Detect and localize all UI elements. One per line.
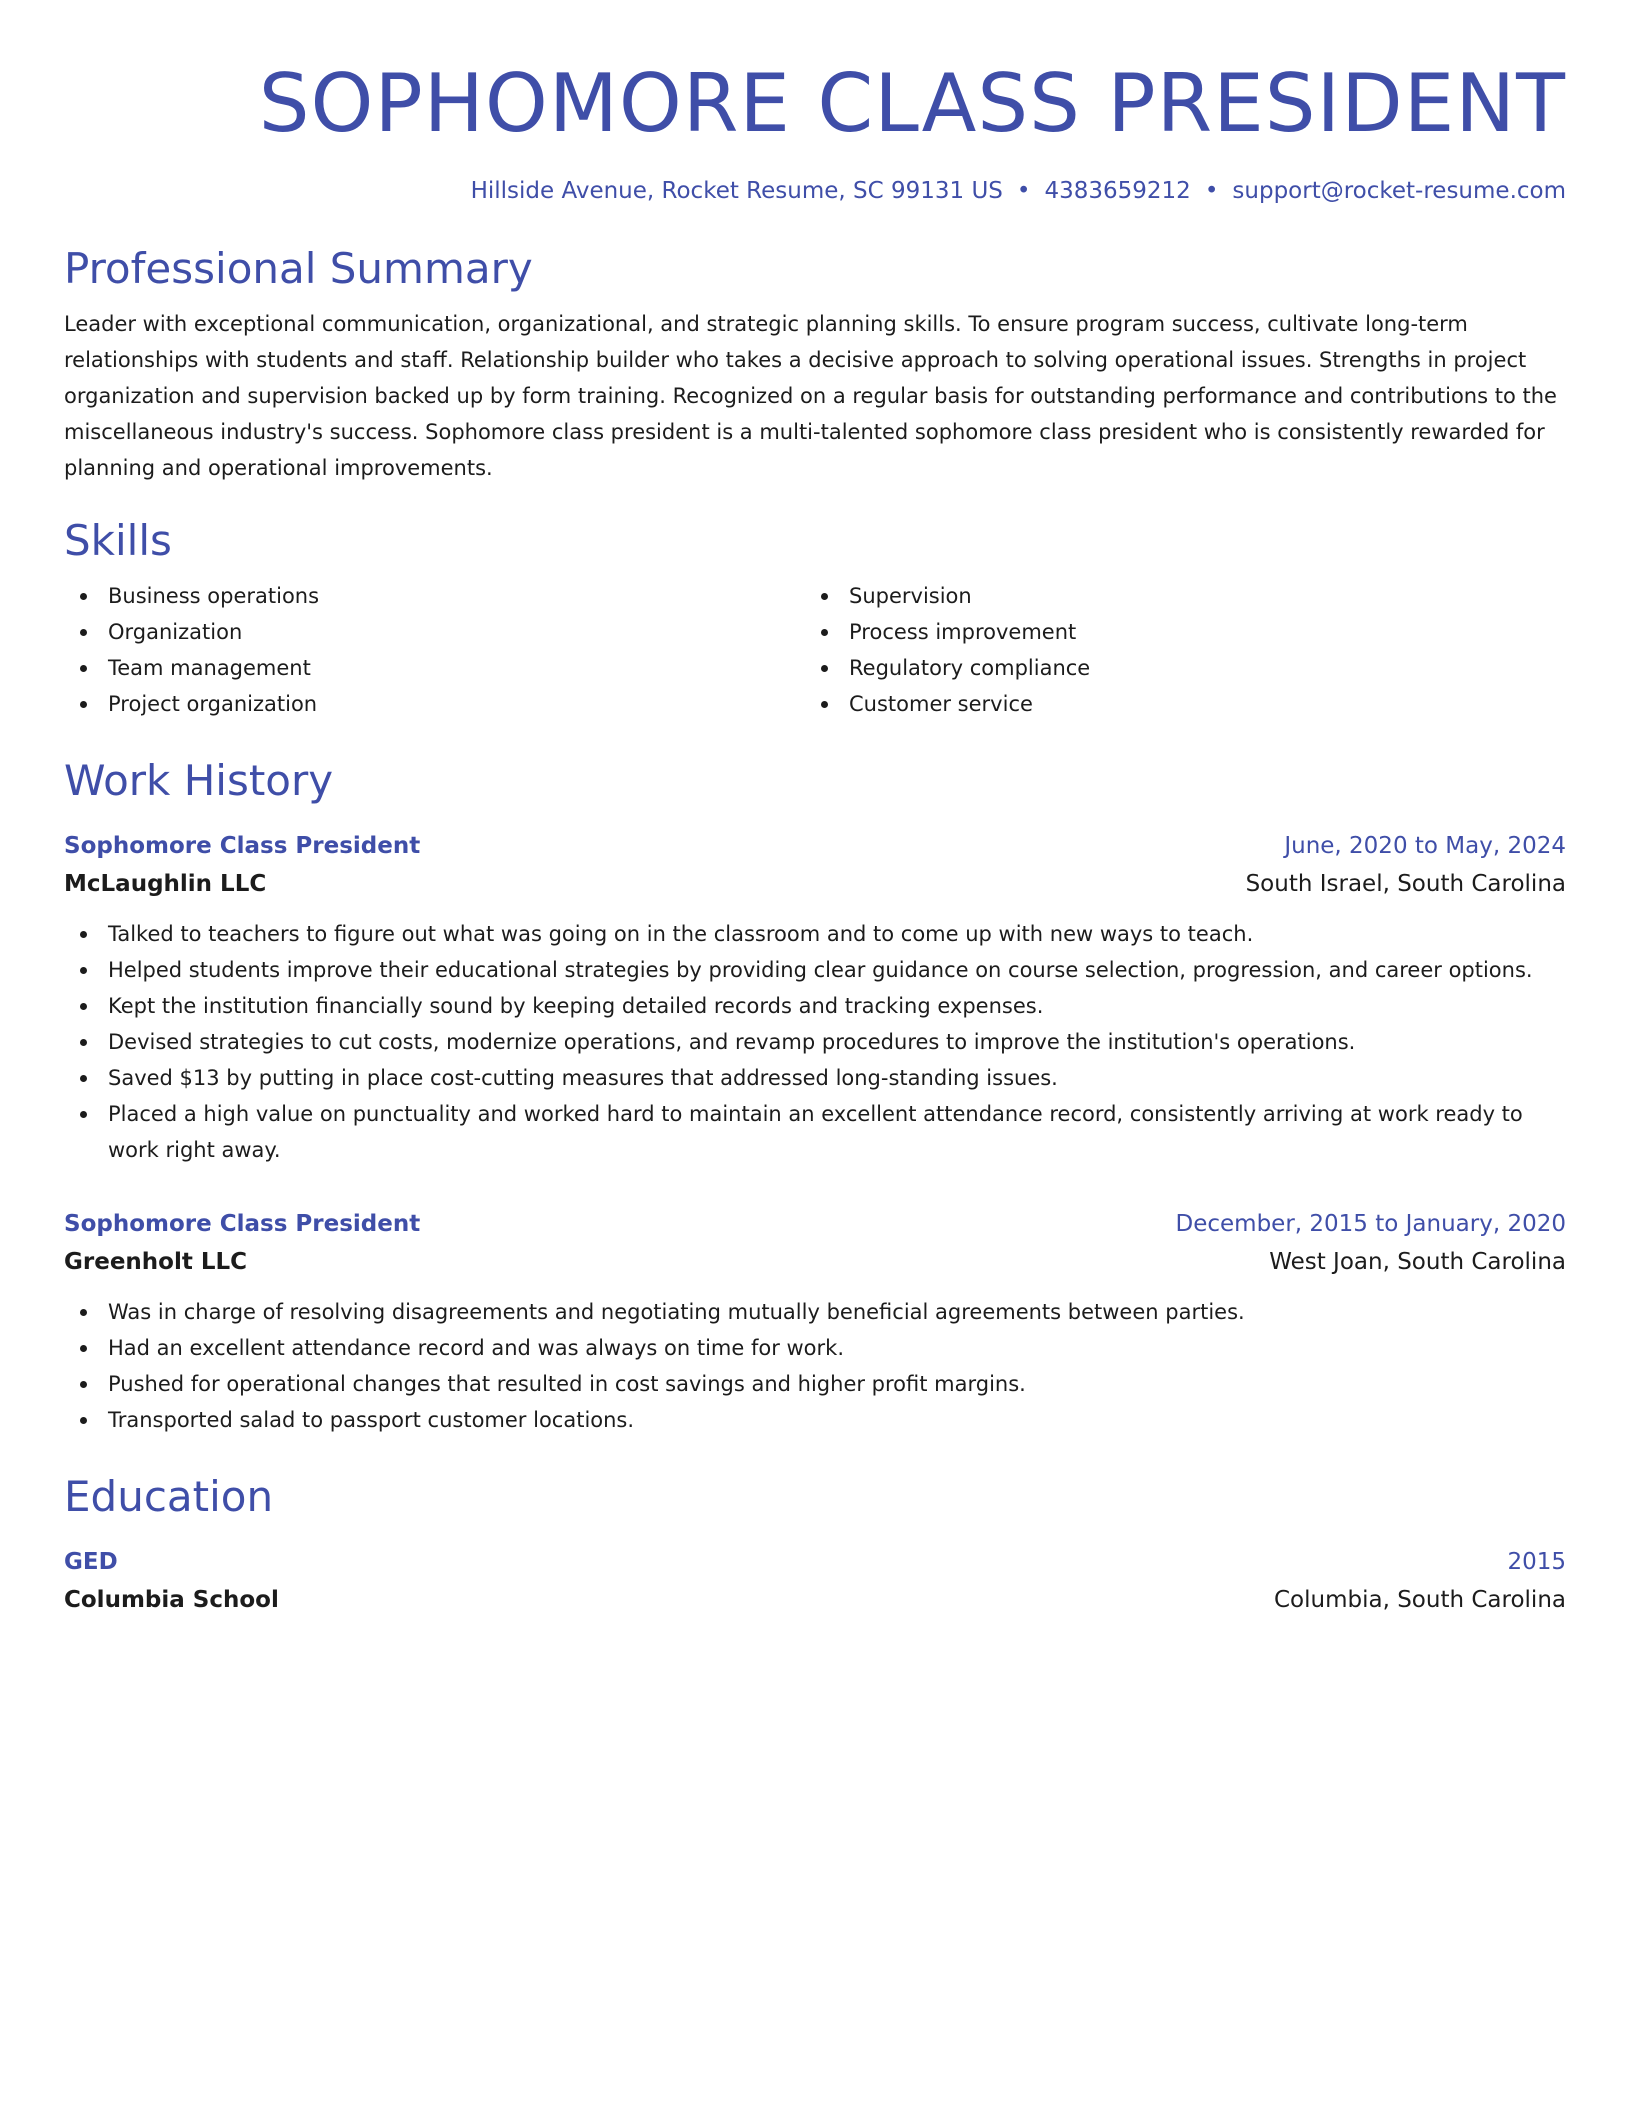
skills-column-left	[64, 578, 805, 722]
job-dates: June, 2020 to May, 2024	[1284, 833, 1566, 859]
job-bullet: Had an excellent attendance record and was always on time for work.	[64, 1330, 1566, 1366]
contact-address: Hillside Avenue, Rocket Resume, SC 99131 US	[470, 178, 1003, 204]
job-bullet: Was in charge of resolving disagreements and negotiating mutually beneficial agreements between parties.	[64, 1294, 1566, 1330]
job-company-row	[64, 1242, 1566, 1282]
contact-separator: •	[1204, 178, 1219, 204]
job-bullet: Placed a high value on punctuality and worked hard to maintain an excellent attendance record, consistently arriving at work ready to work right away.	[64, 1096, 1566, 1168]
education-degree-row	[64, 1544, 1566, 1580]
job-bullet: Devised strategies to cut costs, modernize operations, and revamp procedures to improve the institution's operations.	[64, 1024, 1566, 1060]
work-history-heading: Work History	[64, 756, 334, 805]
job-bullet: Transported salad to passport customer locations.	[64, 1402, 1566, 1438]
contact-email: support@rocket-resume.com	[1232, 178, 1566, 204]
job-title-row	[64, 828, 1566, 864]
job-company-row	[64, 864, 1566, 904]
resume-header	[64, 56, 1566, 206]
contact-phone: 4383659212	[1044, 178, 1191, 204]
job-location: South Israel, South Carolina	[1245, 871, 1566, 897]
job-company: Greenholt LLC	[64, 1249, 248, 1275]
skill-item: Supervision	[805, 578, 1546, 614]
job-dates: December, 2015 to January, 2020	[1175, 1211, 1566, 1237]
job-title-row	[64, 1206, 1566, 1242]
contact-line	[64, 176, 1566, 206]
job-bullet: Pushed for operational changes that resulted in cost savings and higher profit margins.	[64, 1366, 1566, 1402]
job-location: West Joan, South Carolina	[1269, 1249, 1566, 1275]
job-bullets	[64, 916, 1566, 1168]
skill-item: Project organization	[64, 686, 805, 722]
job-bullet: Talked to teachers to figure out what was going on in the classroom and to come up with new ways to teach.	[64, 916, 1566, 952]
job-bullet: Saved $13 by putting in place cost-cutting measures that addressed long-standing issues.	[64, 1060, 1566, 1096]
contact-separator: •	[1016, 178, 1031, 204]
job-entry	[64, 1206, 1566, 1438]
skill-item: Business operations	[64, 578, 805, 614]
job-role: Sophomore Class President	[64, 833, 421, 859]
resume-page	[64, 56, 1566, 1620]
education-school-row	[64, 1580, 1566, 1620]
job-entry	[64, 828, 1566, 1168]
skills-heading: Skills	[64, 516, 172, 565]
job-role: Sophomore Class President	[64, 1211, 421, 1237]
skill-item: Regulatory compliance	[805, 650, 1546, 686]
resume-name: SOPHOMORE CLASS PRESIDENT	[258, 57, 1566, 150]
skill-item: Team management	[64, 650, 805, 686]
summary-text: Leader with exceptional communication, organizational, and strategic planning skills. To ensure program success, cultivate long-term relationships with students and staff. Relationship builder who takes a decisive approach to solving operational issues. Strengths in project organization and supervision backed up by form training. Recognized on a regular basis for outstanding performance and contributions to the miscellaneous industry's success. Sophomore class president is a multi-talented sophomore class president who is consistently rewarded for planning and operational improvements.	[64, 312, 1557, 480]
job-company: McLaughlin LLC	[64, 871, 267, 897]
education-school: Columbia School	[64, 1587, 279, 1613]
skill-item: Process improvement	[805, 614, 1546, 650]
education-location: Columbia, South Carolina	[1274, 1587, 1566, 1613]
skills-list	[64, 578, 1566, 722]
job-bullet: Kept the institution financially sound by keeping detailed records and tracking expenses.	[64, 988, 1566, 1024]
education-degree: GED	[64, 1549, 118, 1575]
skill-item: Customer service	[805, 686, 1546, 722]
skill-item: Organization	[64, 614, 805, 650]
education-year: 2015	[1507, 1549, 1566, 1575]
summary-heading: Professional Summary	[64, 244, 533, 293]
job-bullet: Helped students improve their educational strategies by providing clear guidance on course selection, progression, and career options.	[64, 952, 1566, 988]
skills-column-right	[805, 578, 1546, 722]
education-entry	[64, 1544, 1566, 1620]
job-bullets	[64, 1294, 1566, 1438]
education-heading: Education	[64, 1472, 274, 1521]
